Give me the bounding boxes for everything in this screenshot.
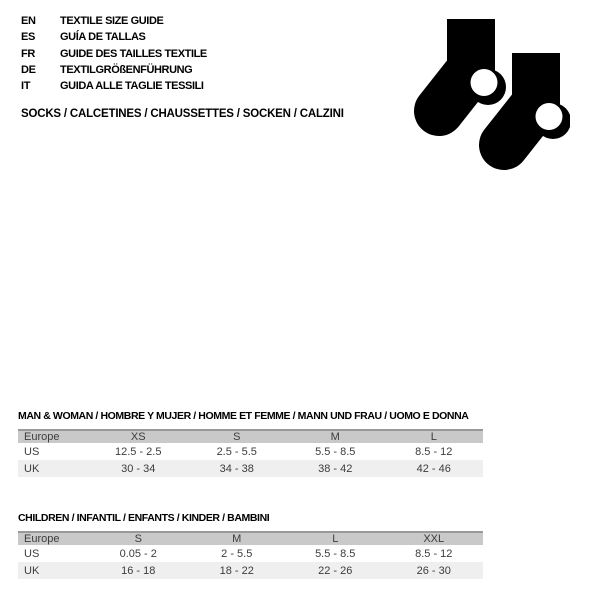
language-row <box>21 46 207 62</box>
size-cell: 2.5 - 5.5 <box>216 445 257 458</box>
table-row <box>18 460 483 477</box>
language-row <box>21 13 207 29</box>
size-cell: 26 - 30 <box>385 562 484 579</box>
language-label: GUIDE DES TAILLES TEXTILE <box>60 47 207 60</box>
language-code: IT <box>21 80 31 93</box>
size-cell: 0.05 - 2 <box>119 547 157 560</box>
table-row <box>18 562 483 579</box>
category-line: SOCKS / CALCETINES / CHAUSSETTES / SOCKEN / CALZINI <box>21 108 344 120</box>
header-cell: Europe <box>18 532 89 545</box>
size-cell: 34 - 38 <box>188 460 287 477</box>
language-list <box>21 13 207 94</box>
sock-front <box>504 53 570 145</box>
language-label: GUÍA DE TALLAS <box>60 31 146 44</box>
region-cell: UK <box>18 460 89 477</box>
header-row <box>18 430 483 443</box>
header-cell: S <box>188 430 287 443</box>
size-cell: 42 - 46 <box>385 460 484 477</box>
language-label: GUIDA ALLE TAGLIE TESSILI <box>60 80 204 93</box>
size-table <box>18 429 483 477</box>
region-cell: UK <box>18 562 89 579</box>
size-cell: 18 - 22 <box>188 562 287 579</box>
language-label: TEXTILGRÖßENFÜHRUNG <box>60 64 193 77</box>
region-cell: US <box>24 547 40 560</box>
language-row <box>21 29 207 45</box>
table-row <box>18 545 483 562</box>
table-body <box>18 545 483 579</box>
language-code: ES <box>21 31 36 44</box>
language-label: TEXTILE SIZE GUIDE <box>60 15 164 28</box>
table-head <box>18 430 483 443</box>
header-cell: XS <box>89 430 188 443</box>
header-cell: Europe <box>18 430 89 443</box>
size-table-children <box>18 512 483 579</box>
header-cell: XXL <box>385 532 484 545</box>
size-cell: 5.5 - 8.5 <box>315 547 356 560</box>
size-cell: 8.5 - 12 <box>415 445 453 458</box>
size-cell: 5.5 - 8.5 <box>315 445 356 458</box>
socks-icon <box>400 14 570 186</box>
size-table-man-woman <box>18 410 483 477</box>
socks-icon-svg <box>400 14 570 186</box>
language-code: DE <box>21 64 36 77</box>
table-title: CHILDREN / INFANTIL / ENFANTS / KINDER / BAMBINI <box>18 512 270 524</box>
region-cell: US <box>24 445 40 458</box>
size-cell: 8.5 - 12 <box>415 547 453 560</box>
size-cell: 38 - 42 <box>286 460 385 477</box>
size-cell: 12.5 - 2.5 <box>115 445 162 458</box>
table-body <box>18 443 483 477</box>
sock-back <box>439 19 506 111</box>
language-row <box>21 78 207 94</box>
table-head <box>18 532 483 545</box>
header-cell: L <box>286 532 385 545</box>
header-cell: M <box>188 532 287 545</box>
size-cell: 22 - 26 <box>286 562 385 579</box>
size-cell: 30 - 34 <box>89 460 188 477</box>
size-cell: 2 - 5.5 <box>221 547 253 560</box>
header-row <box>18 532 483 545</box>
table-row <box>18 443 483 460</box>
size-table <box>18 531 483 579</box>
language-code: FR <box>21 47 36 60</box>
language-row <box>21 62 207 78</box>
header-cell: S <box>89 532 188 545</box>
table-title: MAN & WOMAN / HOMBRE Y MUJER / HOMME ET FEMME / MANN UND FRAU / UOMO E DONNA <box>18 410 469 422</box>
size-cell: 16 - 18 <box>89 562 188 579</box>
header-cell: L <box>385 430 484 443</box>
header-cell: M <box>286 430 385 443</box>
language-code: EN <box>21 15 36 28</box>
